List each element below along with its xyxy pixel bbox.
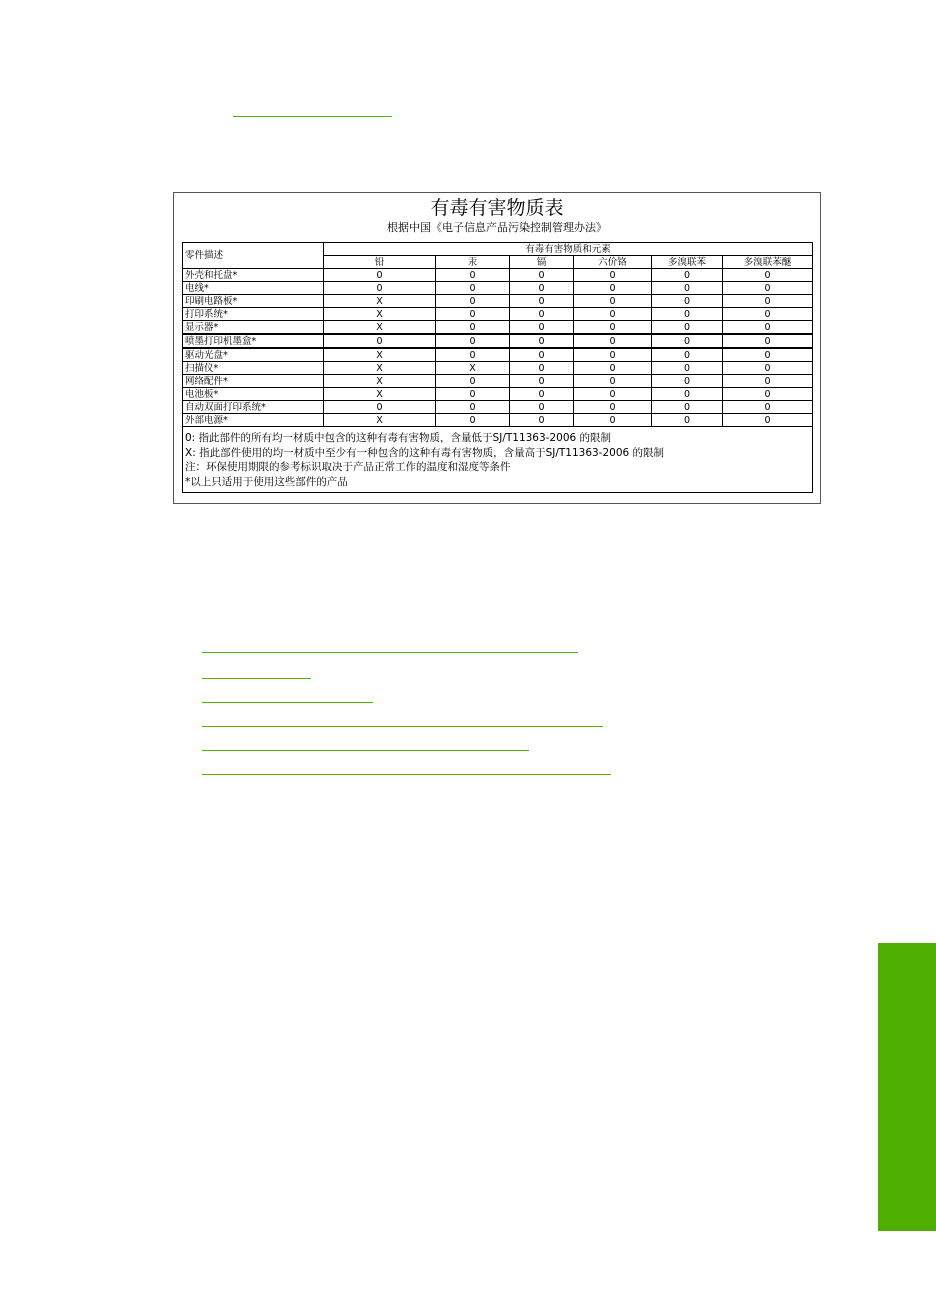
part-name: 喷墨打印机墨盒* [183,334,324,348]
value-cell: 0 [723,308,813,321]
table-row [183,362,813,375]
column-header-pbb: 多溴联苯 [652,256,723,269]
value-cell: 0 [652,375,723,388]
table-row [183,308,813,321]
value-cell: 0 [574,375,652,388]
related-link[interactable] [202,652,578,653]
value-cell: 0 [723,375,813,388]
value-cell: 0 [723,321,813,335]
value-cell: X [324,375,436,388]
value-cell: 0 [436,334,510,348]
note-line-applicability: *以上只适用于使用这些部件的产品 [185,475,348,488]
value-cell: 0 [574,348,652,362]
table-title: 有毒有害物质表 [430,197,564,219]
table-notes [183,427,813,493]
part-name: 显示器* [183,321,324,335]
value-cell: 0 [324,334,436,348]
column-header-hexavalent-chromium: 六价铬 [574,256,652,269]
note-line-remark: 注：环保使用期限的参考标识取决于产品正常工作的温度和湿度等条件 [185,461,511,473]
part-name: 打印系统* [183,308,324,321]
value-cell: 0 [510,334,574,348]
top-link[interactable] [233,116,392,117]
table-row [183,295,813,308]
table-row [183,388,813,401]
value-cell: 0 [574,269,652,282]
notes-row [183,427,813,493]
value-cell: 0 [436,414,510,427]
value-cell: 0 [510,401,574,414]
value-cell: 0 [324,269,436,282]
value-cell: 0 [574,295,652,308]
substances-group-header: 有毒有害物质和元素 [324,243,813,256]
value-cell: 0 [574,334,652,348]
value-cell: 0 [723,334,813,348]
part-name: 电池板* [183,388,324,401]
column-header-lead: 铅 [324,256,436,269]
value-cell: 0 [652,348,723,362]
value-cell: X [324,308,436,321]
column-header-pbde: 多溴联苯醚 [723,256,813,269]
value-cell: 0 [574,362,652,375]
table-row [183,334,813,348]
value-cell: X [324,362,436,375]
table-row [183,414,813,427]
value-cell: 0 [574,388,652,401]
table-row [183,401,813,414]
value-cell: X [324,321,436,335]
value-cell: 0 [723,362,813,375]
value-cell: 0 [723,388,813,401]
value-cell: 0 [510,348,574,362]
value-cell: 0 [510,362,574,375]
value-cell: 0 [574,282,652,295]
related-link[interactable] [202,750,529,751]
value-cell: 0 [510,269,574,282]
chapter-side-tab [878,943,936,1231]
value-cell: 0 [652,295,723,308]
table-row [183,348,813,362]
value-cell: 0 [436,282,510,295]
value-cell: 0 [436,401,510,414]
related-link[interactable] [202,774,611,775]
value-cell: 0 [436,269,510,282]
column-header-cadmium: 镉 [510,256,574,269]
value-cell: 0 [510,321,574,335]
part-name: 扫描仪* [183,362,324,375]
value-cell: 0 [436,348,510,362]
value-cell: 0 [436,321,510,335]
part-name: 驱动光盘* [183,348,324,362]
part-name: 外壳和托盘* [183,269,324,282]
value-cell: 0 [723,348,813,362]
part-name: 自动双面打印系统* [183,401,324,414]
value-cell: 0 [574,401,652,414]
value-cell: 0 [574,308,652,321]
value-cell: 0 [652,401,723,414]
column-header-mercury: 汞 [436,256,510,269]
value-cell: 0 [652,308,723,321]
table-row [183,269,813,282]
value-cell: 0 [723,295,813,308]
value-cell: X [324,414,436,427]
hazardous-substances-table-frame [173,192,821,504]
part-description-header: 零件描述 [183,243,324,269]
value-cell: 0 [652,388,723,401]
value-cell: 0 [574,321,652,335]
value-cell: 0 [652,282,723,295]
note-line-x: X: 指此部件使用的均一材质中至少有一种包含的这种有毒有害物质，含量高于SJ/T11363-2006 的限制 [185,446,665,459]
value-cell: 0 [652,414,723,427]
value-cell: 0 [574,414,652,427]
related-link[interactable] [202,702,373,703]
value-cell: 0 [652,321,723,335]
value-cell: 0 [436,308,510,321]
table-row [183,282,813,295]
value-cell: 0 [510,295,574,308]
table-subtitle: 根据中国《电子信息产品污染控制管理办法》 [387,221,607,234]
value-cell: 0 [436,388,510,401]
part-name: 印刷电路板* [183,295,324,308]
value-cell: X [324,388,436,401]
value-cell: X [324,348,436,362]
related-link[interactable] [202,726,603,727]
value-cell: 0 [436,375,510,388]
hazardous-substances-table [182,242,813,493]
value-cell: 0 [510,308,574,321]
part-name: 电线* [183,282,324,295]
value-cell: 0 [510,414,574,427]
part-name: 外部电源* [183,414,324,427]
value-cell: 0 [436,295,510,308]
table-row [183,321,813,335]
table-row [183,375,813,388]
value-cell: 0 [324,282,436,295]
value-cell: 0 [723,414,813,427]
value-cell: 0 [652,269,723,282]
value-cell: X [436,362,510,375]
related-link[interactable] [202,678,311,679]
value-cell: 0 [723,269,813,282]
value-cell: 0 [723,282,813,295]
note-line-zero: 0: 指此部件的所有均一材质中包含的这种有毒有害物质，含量低于SJ/T11363-2006 的限制 [185,432,612,444]
value-cell: 0 [510,282,574,295]
value-cell: 0 [723,401,813,414]
value-cell: 0 [510,388,574,401]
value-cell: 0 [652,362,723,375]
value-cell: X [324,295,436,308]
value-cell: 0 [652,334,723,348]
value-cell: 0 [510,375,574,388]
value-cell: 0 [324,401,436,414]
part-name: 网络配件* [183,375,324,388]
